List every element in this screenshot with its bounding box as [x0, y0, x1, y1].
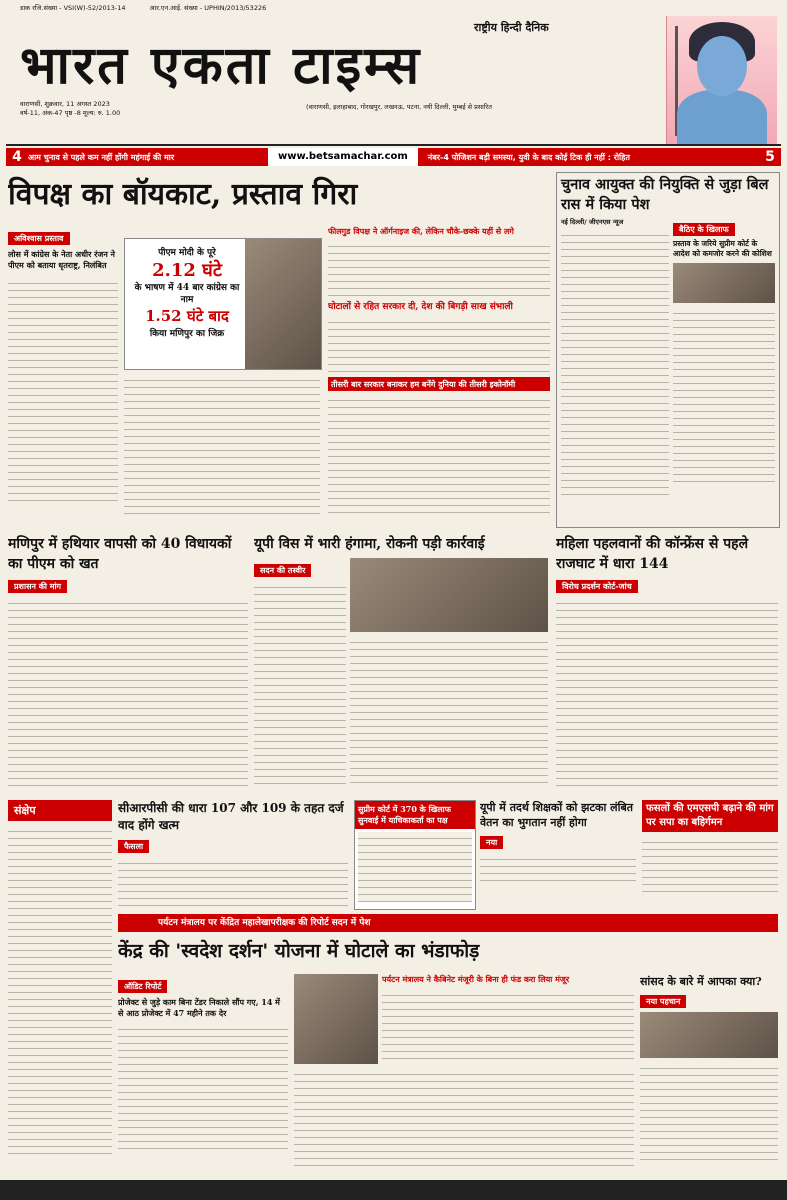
- feature-1-head: फीलगुड विपक्ष ने ऑर्गनाइज की, लेकिन चौके-छक्के यहीं से लगे: [328, 226, 514, 236]
- up-label: सदन की तस्वीर: [254, 564, 311, 577]
- up-headline: यूपी विस में भारी हंगामा, रोकनी पड़ी कार्रवाई: [254, 536, 485, 552]
- up-assembly-photo: [350, 558, 548, 632]
- deity-illustration-icon: [666, 16, 777, 144]
- ticker-right-number: 5: [765, 149, 775, 165]
- lead-body-text: [124, 374, 320, 520]
- manipur-headline: मणिपुर में हथियार वापसी को 40 विधायकों का पीएम को खत: [8, 536, 232, 572]
- mp-label: नया पहचान: [640, 995, 686, 1008]
- article-370-headline: सुप्रीम कोर्ट में 370 के खिलाफ सुनवाई में याचिकाकर्ता का पक्ष: [355, 801, 475, 829]
- infobox-time: 1.52 घंटे बाद: [145, 307, 229, 325]
- audit-label: ऑडिट रिपोर्ट: [118, 980, 167, 993]
- up-assembly-story: [254, 534, 550, 794]
- crpc-headline: सीआरपीसी की धारा 107 और 109 के तहत दर्ज वाद होंगे खत्म: [118, 801, 344, 832]
- registration-row: [6, 0, 781, 14]
- volume-price: वर्ष-11, अंक-47 पृष्ठ -8 मूल्य: रु. 1.00: [20, 109, 121, 117]
- teachers-label: नया: [480, 836, 503, 849]
- dateline: [20, 100, 220, 118]
- audit-story: [118, 974, 288, 1174]
- manipur-story: [8, 534, 248, 794]
- election-headline: चुनाव आयुक्त की नियुक्ति से जुड़ा बिल रास में किया पेश: [561, 176, 769, 213]
- msp-headline: फसलों की एमएसपी बढ़ाने की मांग पर सपा का बहिर्गमन: [642, 800, 778, 832]
- newspaper-title: भारत एकता टाइम्स: [20, 36, 423, 96]
- brief-label: संक्षेप: [8, 800, 112, 821]
- infobox-line-5: किया मणिपुर का जिक्र: [149, 329, 225, 339]
- bottom-strip: पर्यटन मंत्रालय पर केंद्रित महालेखापरीक्षक की रिपोर्ट सदन में पेश: [118, 914, 778, 932]
- teachers-headline: यूपी में तदर्थ शिक्षकों को झटका लंबित वेतन का भुगतान नहीं होगा: [480, 801, 633, 829]
- audit-subhead: प्रोजेक्ट से जुड़े काम बिना टेंडर निकाले सौंप गए, 14 में से आठ प्रोजेक्ट में 47 महीने तक देर: [118, 997, 280, 1018]
- ticker-page-number: 4: [12, 149, 22, 165]
- date-text: वाराणसी, शुक्रवार, 11 अगस्त 2023: [20, 100, 110, 108]
- mp-story: [640, 974, 778, 1174]
- crpc-label: फैसला: [118, 840, 149, 853]
- pm-speech-infobox: [124, 238, 322, 370]
- crpc-story: [118, 800, 348, 908]
- feature-2-head: घोटालों से रहित सरकार दी, देश की बिगड़ी साख संभाली: [328, 302, 513, 312]
- ticker-left-headline: आम चुनाव से पहले कम नहीं होंगी महंगाई की मार: [28, 152, 175, 162]
- bottom-headline: केंद्र की 'स्वदेश दर्शन' योजना में घोटाले का भंडाफोड़: [118, 940, 480, 962]
- mp-photo: [640, 1012, 778, 1058]
- ticker-right-headline: नंबर-4 पोजिशन बड़ी समस्या, युवी के बाद कोई टिक ही नहीं : रोहित: [427, 152, 630, 162]
- wrestlers-label: विरोध प्रदर्शन कोर्ट-जांच: [556, 580, 638, 593]
- tagline: राष्ट्रीय हिन्दी दैनिक: [474, 21, 549, 34]
- lead-side-label: अविश्वास प्रस्ताव: [8, 232, 70, 245]
- tourism-photo: [294, 974, 378, 1064]
- lead-side-column: [8, 226, 118, 526]
- election-side-label: बैठिए के खिलाफ: [673, 223, 735, 236]
- masthead: [6, 14, 781, 146]
- brief-column: [8, 800, 112, 1170]
- election-commission-story: [556, 172, 780, 528]
- infobox-line-1: पीएम मोदी के पूरे: [158, 248, 216, 258]
- lead-headline-box: [8, 172, 548, 220]
- lead-side-body: [8, 277, 118, 507]
- msp-story: [642, 800, 778, 908]
- wrestlers-headline: महिला पहलवानों की कॉन्फ्रेंस से पहले राजघाट में धारा 144: [556, 536, 749, 572]
- wrestlers-story: [556, 534, 778, 794]
- mp-headline: सांसद के बारे में आपका क्या?: [640, 975, 762, 988]
- article-370-story: [354, 800, 476, 910]
- election-photo: [673, 263, 775, 303]
- tourism-story: [294, 974, 634, 1174]
- infobox-duration: 2.12 घंटे: [152, 260, 222, 281]
- manipur-label: प्रशासन की मांग: [8, 580, 67, 593]
- election-desk: नई दिल्ली/ जीएनएस न्यूज: [561, 218, 624, 226]
- election-side-subhead: प्रस्ताव के जरिये सुप्रीम कोर्ट के आदेश को कमजोर करने की कोशिश: [673, 239, 772, 258]
- pm-photo: [245, 239, 321, 369]
- lead-side-subhead: लोस में कांग्रेस के नेता अधीर रंजन ने पीएम को बताया धृतराष्ट्र, निलंबित: [8, 249, 115, 270]
- top-ticker: [6, 148, 781, 166]
- lead-headline: विपक्ष का बॉयकाट, प्रस्ताव गिरा: [8, 177, 358, 212]
- lead-features: [328, 226, 550, 526]
- bottom-headline-box: [118, 934, 778, 970]
- teachers-story: [480, 800, 636, 908]
- website-url[interactable]: www.betsamachar.com: [268, 148, 418, 166]
- feature-3-head: तीसरी बार सरकार बनाकर हम बनेंगे दुनिया की तीसरी इकोनॉमी: [328, 377, 550, 391]
- infobox-line-3: के भाषण में 44 बार कांग्रेस का नाम: [134, 283, 240, 305]
- rni-number: आर.एन.आई. संख्या - UPHIN/2013/53226: [149, 3, 267, 12]
- editions-list: (वाराणसी, इलाहाबाद, गोरखपुर, लखनऊ, पटना, नयी दिल्ली, मुम्बई से प्रसारित: [306, 103, 492, 111]
- tourism-subhead: पर्यटन मंत्रालय ने कैबिनेट मंजूरी के बिना ही फंड करा लिया मंजूर: [382, 974, 570, 984]
- color-registration-strip: [0, 1180, 787, 1200]
- postal-registration: डाक रजि.संख्या - VSI(W)-52/2013-14: [20, 3, 126, 12]
